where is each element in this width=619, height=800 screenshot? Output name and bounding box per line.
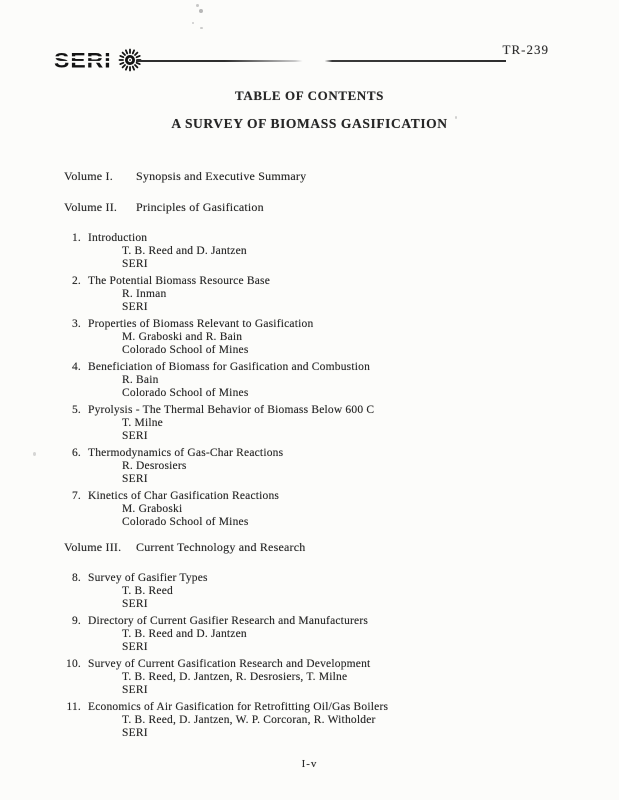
- chapter-title: Pyrolysis - The Thermal Behavior of Biomass Below 600 C: [88, 404, 375, 416]
- toc-chapter: [55, 615, 619, 654]
- volume-heading: [64, 201, 619, 214]
- chapter-text: [88, 318, 619, 357]
- chapter-organization: Colorado School of Mines: [122, 344, 249, 356]
- chapter-number: 8.: [71, 572, 81, 584]
- chapter-title: Beneficiation of Biomass for Gasification and Combustion: [88, 361, 371, 373]
- chapter-authors: M. Graboski: [122, 503, 183, 515]
- logo-stripe: [52, 61, 114, 63]
- chapter-text: [88, 275, 619, 314]
- toc-chapter: [55, 318, 619, 357]
- scan-speck: [200, 27, 203, 29]
- chapter-authors: R. Inman: [122, 288, 167, 300]
- toc-chapter: [55, 404, 619, 443]
- chapter-organization: SERI: [122, 598, 148, 610]
- chapter-title: Kinetics of Char Gasification Reactions: [88, 490, 280, 502]
- chapter-authors: R. Bain: [122, 374, 159, 386]
- volume-label: Volume II.: [64, 200, 118, 214]
- scan-speck: [199, 9, 203, 13]
- toc-chapter: [55, 490, 619, 529]
- toc-chapter: [55, 361, 619, 400]
- volume-label: Volume I.: [64, 169, 113, 183]
- chapter-number: 4.: [71, 361, 81, 373]
- volume-label: Volume III.: [64, 540, 122, 554]
- chapter-authors: T. B. Reed: [122, 585, 173, 597]
- chapter-text: [88, 361, 619, 400]
- volume-section-2: [0, 201, 619, 529]
- toc-chapter: [55, 275, 619, 314]
- chapter-organization: Colorado School of Mines: [122, 516, 249, 528]
- chapter-text: [88, 658, 619, 697]
- toc-chapter: [55, 447, 619, 486]
- toc-chapter: [55, 232, 619, 271]
- volume-list: [0, 170, 619, 740]
- chapter-number: 7.: [71, 490, 81, 502]
- report-number: TR-239: [502, 42, 549, 57]
- report-title: A SURVEY OF BIOMASS GASIFICATION: [171, 116, 448, 131]
- chapter-number: 1.: [71, 232, 81, 244]
- chapter-number: 10.: [66, 658, 81, 670]
- header-rule: [136, 60, 506, 62]
- chapter-organization: Colorado School of Mines: [122, 387, 249, 399]
- chapter-number: 11.: [66, 701, 81, 713]
- chapter-organization: SERI: [122, 473, 148, 485]
- volume-section-1: [0, 170, 619, 183]
- chapter-number: 6.: [71, 447, 81, 459]
- chapter-organization: SERI: [122, 301, 148, 313]
- volume-heading: [64, 541, 619, 554]
- logo-stripe: [52, 56, 114, 58]
- volume-title: Principles of Gasification: [136, 200, 264, 214]
- chapter-title: Introduction: [88, 232, 148, 244]
- chapter-authors: T. B. Reed and D. Jantzen: [122, 628, 247, 640]
- chapter-title: Survey of Gasifier Types: [88, 572, 208, 584]
- chapter-organization: SERI: [122, 641, 148, 653]
- chapter-authors: T. B. Reed, D. Jantzen, W. P. Corcoran, R. Witholder: [122, 714, 376, 726]
- chapter-number: 2.: [71, 275, 81, 287]
- chapter-organization: SERI: [122, 258, 148, 270]
- chapter-title: Directory of Current Gasifier Research and Manufacturers: [88, 615, 369, 627]
- chapter-title: The Potential Biomass Resource Base: [88, 275, 271, 287]
- chapter-authors: T. B. Reed, D. Jantzen, R. Desrosiers, T. Milne: [122, 671, 348, 683]
- volume-title: Current Technology and Research: [136, 540, 306, 554]
- chapter-text: [88, 615, 619, 654]
- chapter-text: [88, 490, 619, 529]
- chapter-organization: SERI: [122, 430, 148, 442]
- scan-speck: [196, 4, 199, 7]
- volume-heading: [64, 170, 619, 183]
- chapter-title: Economics of Air Gasification for Retrofitting Oil/Gas Boilers: [88, 701, 389, 713]
- seri-logo: [54, 47, 142, 73]
- toc-chapter: [55, 658, 619, 697]
- page-number: I-v: [301, 758, 318, 770]
- page-title: TABLE OF CONTENTS: [235, 88, 384, 103]
- chapter-text: [88, 572, 619, 611]
- chapter-authors: R. Desrosiers: [122, 460, 187, 472]
- chapter-title: Properties of Biomass Relevant to Gasification: [88, 318, 314, 330]
- chapter-number: 9.: [71, 615, 81, 627]
- chapter-authors: M. Graboski and R. Bain: [122, 331, 243, 343]
- volume-title: Synopsis and Executive Summary: [136, 169, 307, 183]
- chapter-number: 5.: [71, 404, 81, 416]
- chapter-text: [88, 701, 619, 740]
- toc-chapter: [55, 572, 619, 611]
- chapter-title: Survey of Current Gasification Research and Development: [88, 658, 371, 670]
- seri-logo-text: [54, 50, 112, 70]
- chapter-number: 3.: [71, 318, 81, 330]
- chapter-text: [88, 232, 619, 271]
- chapter-text: [88, 404, 619, 443]
- chapter-title: Thermodynamics of Gas-Char Reactions: [88, 447, 284, 459]
- volume-section-3: [0, 541, 619, 740]
- chapter-organization: SERI: [122, 684, 148, 696]
- scan-speck: [192, 22, 194, 24]
- chapter-authors: T. Milne: [122, 417, 163, 429]
- table-of-contents: [0, 88, 619, 744]
- chapter-authors: T. B. Reed and D. Jantzen: [122, 245, 247, 257]
- toc-chapter: [55, 701, 619, 740]
- chapter-organization: SERI: [122, 727, 148, 739]
- chapter-text: [88, 447, 619, 486]
